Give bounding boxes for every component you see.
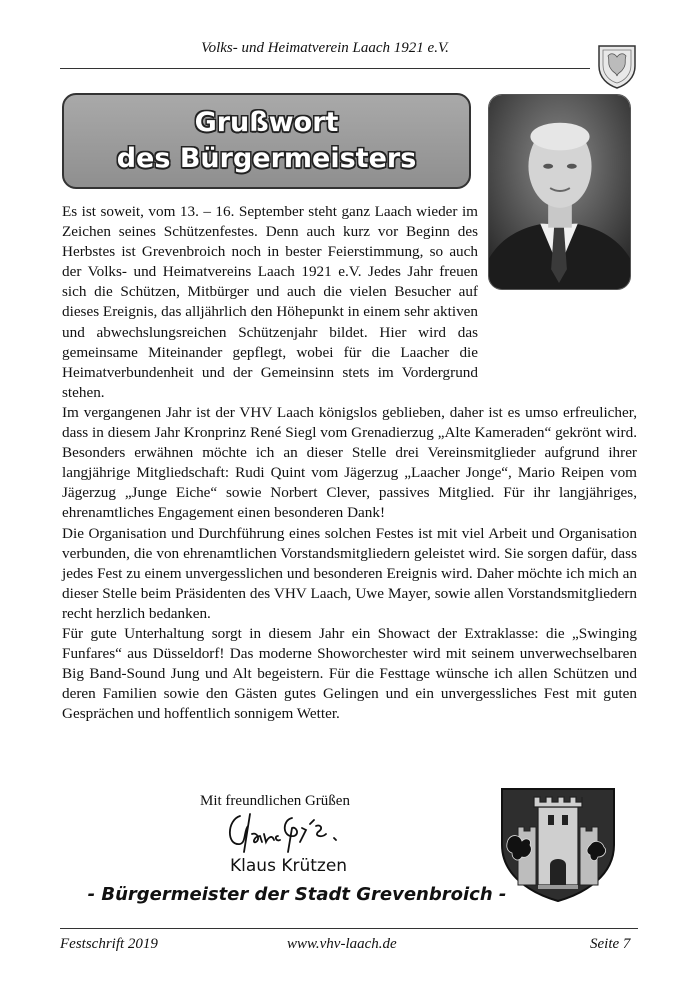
title-box (62, 93, 471, 189)
header-rule (60, 68, 590, 69)
footer-website-link[interactable]: www.vhv-laach.de (287, 936, 397, 952)
paragraph-3: Die Organisation und Durchführung eines solchen Festes ist mit viel Arbeit und Organisation verbunden, die von ehrenamtlichen Vorstandsmitgliedern geleistet wird. Sie sorgen dafür, dass jedes Fest zu einem unvergesslichen und besonderen Ereignis wird. Daher möchte ich mich an dieser Stelle beim Präsidenten des VHV Laach, Uwe Mayer, sowie allen Vorstandsmitgliedern recht herzlich bedanken. (62, 524, 637, 622)
grevenbroich-coat-of-arms-icon (498, 785, 618, 903)
signer-name: Klaus Krützen (230, 856, 348, 876)
closing-greeting: Mit freundlichen Grüßen (200, 793, 350, 809)
footer-rule (60, 928, 638, 929)
title-line-1: Grußwort (194, 107, 339, 138)
paragraph-4: Für gute Unterhaltung sorgt in diesem Jahr ein Showact der Extraklasse: die „Swinging Funfares“ aus Düsseldorf! Das moderne Showorchester wird mit seinem unverwechselbaren Big Band-Sound Jung und Alt begeistern. Für die Festtage wünsche ich allen Schützen und deren Familien sowie den Gästen gutes Gelingen und ein unvergessliches Fest mit guten Gesprächen und hoffentlich sonnigem Wetter. (62, 624, 637, 723)
header-title: Volks- und Heimatverein Laach 1921 e.V. (201, 40, 449, 56)
body-text (62, 202, 637, 724)
signer-role: - Bürgermeister der Stadt Grevenbroich - (87, 884, 507, 905)
paragraph-1: Es ist soweit, vom 13. – 16. September steht ganz Laach wieder im Zeichen seines Schützenfestes. Denn auch kurz vor Beginn des Herbstes ist Grevenbroich noch in bester Feierstimmung, so auch der Volks- und Heimatvereins Laach 1921 e.V. Jedes Jahr freuen sich die Schützen, Mitbürger und auch die vielen Besucher auf dieses Ereignis, das alljährlich den Höhepunkt in einem sehr aktiven und abwechslungsreichen Schützenjahr bildet. Hier wird das gemeinsame Miteinander gepflegt, wobei für die Laacher die Heimatverbundenheit und der Gemeinsinn stets im Vordergrund stehen. (62, 203, 478, 401)
footer-publication: Festschrift 2019 (60, 936, 158, 952)
footer-page-number: Seite 7 (590, 936, 631, 952)
title-line-2: des Bürgermeisters (116, 143, 417, 174)
handwritten-signature (222, 808, 382, 856)
paragraph-2: Im vergangenen Jahr ist der VHV Laach königslos geblieben, daher ist es umso erfreulicher, dass in diesem Jahr Kronprinz René Siegl vom Grenadierzug „Alte Kameraden“ gekrönt wird. Besonders erwähnen möchte ich an dieser Stelle drei Vereinsmitglieder aufgrund ihrer langjährige Mitgliedschaft: Rudi Quint vom Jägerzug „Laacher Jonge“, Mario Reipen vom Jägerzug „Junge Eiche“ sowie Norbert Clever, passives Mitglied. Für ihr langjähriges, ehrenamtliches Engagement einen besonderen Dank! (62, 403, 637, 522)
small-coat-of-arms-icon (596, 42, 638, 90)
